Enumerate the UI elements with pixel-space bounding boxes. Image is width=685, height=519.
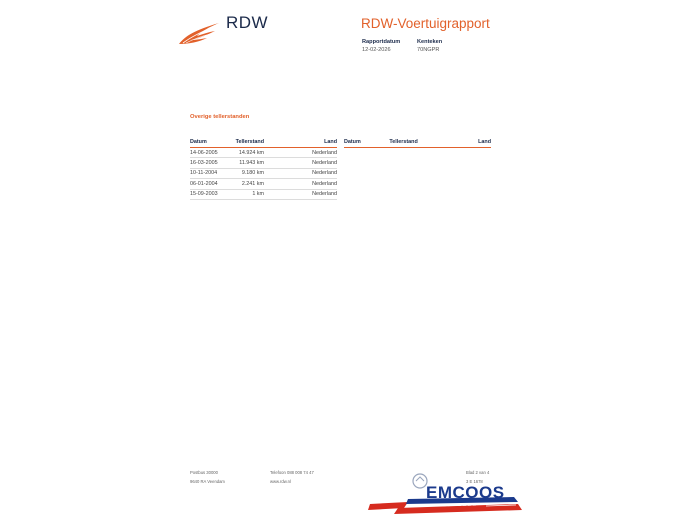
row-date: 16-03-2005 — [190, 158, 234, 168]
odometer-table-left — [190, 138, 337, 200]
row-reading: 1 km — [234, 189, 264, 199]
table-header-row — [190, 138, 337, 148]
row-date: 15-09-2003 — [190, 189, 234, 199]
table-row — [190, 179, 337, 189]
footer-phone: Telefoon 088 008 74 47 — [270, 470, 314, 475]
meta-label-report-date: Rapportdatum — [362, 39, 401, 45]
column-header-date: Datum — [190, 138, 234, 148]
table-row — [190, 148, 337, 158]
footer-address-line1: Postbus 30000 — [190, 470, 218, 475]
row-date: 14-06-2005 — [190, 148, 234, 158]
footer-page-number: Blad 2 van 4 — [466, 470, 490, 475]
rdw-bird-logo-icon — [177, 22, 221, 46]
section-title: Overige tellerstanden — [190, 114, 250, 120]
meta-value-plate: 70NGPR — [417, 47, 440, 53]
column-header-date: Datum — [344, 138, 387, 148]
table-header-row — [344, 138, 491, 148]
meta-value-report-date: 12-02-2026 — [362, 47, 391, 53]
row-date: 06-01-2004 — [190, 179, 234, 189]
row-reading: 2.241 km — [234, 179, 264, 189]
row-reading: 14.924 km — [234, 148, 264, 158]
table-row — [190, 168, 337, 178]
logo-text: RDW — [226, 13, 269, 32]
column-header-country: Land — [264, 138, 337, 148]
column-header-country: Land — [419, 138, 491, 148]
row-reading: 11.943 km — [234, 158, 264, 168]
row-date: 10-11-2004 — [190, 168, 234, 178]
row-country: Nederland — [264, 148, 337, 158]
row-country: Nederland — [264, 179, 337, 189]
row-country: Nederland — [264, 158, 337, 168]
table-row — [190, 189, 337, 199]
odometer-table-right — [344, 138, 491, 148]
row-country: Nederland — [264, 168, 337, 178]
footer-website[interactable]: www.rdw.nl — [270, 479, 291, 484]
footer-address-line2: 9640 RA Veendam — [190, 479, 225, 484]
emcoos-watermark-logo — [368, 470, 528, 514]
row-country: Nederland — [264, 189, 337, 199]
row-reading: 9.180 km — [234, 168, 264, 178]
watermark-text: EMCOOS — [426, 483, 505, 502]
table-row — [190, 158, 337, 168]
footer-code: 3 E 1678 — [466, 479, 483, 484]
column-header-reading: Tellerstand — [234, 138, 264, 148]
meta-label-plate: Kenteken — [417, 39, 443, 45]
column-header-reading: Tellerstand — [387, 138, 419, 148]
document-title: RDW-Voertuigrapport — [361, 16, 490, 31]
